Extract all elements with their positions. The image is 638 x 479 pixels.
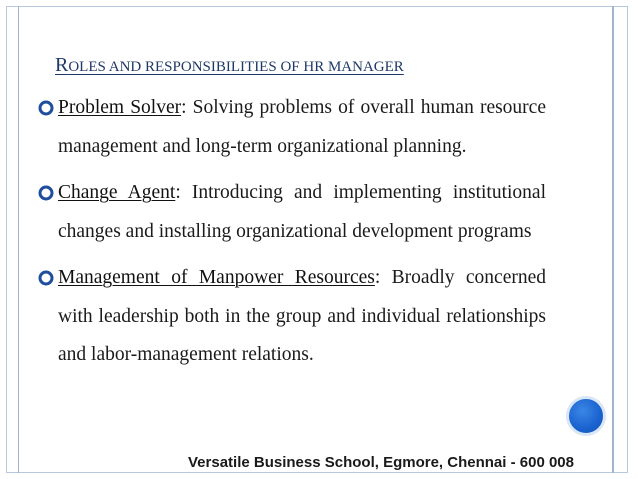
bullet-term: Change Agent (58, 182, 176, 203)
blue-circle-icon (566, 396, 606, 436)
left-rule-line (18, 6, 19, 473)
circle-bullet-icon (38, 270, 54, 286)
bullet-item-change-agent (38, 174, 546, 251)
right-rule-line (612, 6, 614, 473)
bullet-item-manpower (38, 259, 546, 375)
bullet-term: Management of Manpower Resources (58, 267, 375, 288)
bullet-item-problem-solver (38, 89, 546, 166)
slide-footer: Versatile Business School, Egmore, Chennai - 600 008 (188, 454, 574, 471)
bullet-term: Problem Solver (58, 97, 182, 118)
slide-title-rest: OLES AND RESPONSIBILITIES OF HR MANAGER (68, 59, 404, 75)
slide-title (55, 54, 404, 77)
bullet-list (38, 89, 546, 375)
circle-bullet-icon (38, 100, 54, 116)
circle-bullet-icon (38, 185, 54, 201)
bullet-text: : Introducing and implementing institutional changes and installing organizational development programs (58, 182, 546, 242)
bullet-text: : Broadly concerned with leadership both in the group and individual relationships and labor-management relations. (58, 267, 547, 365)
bullet-text: : Solving problems of overall human resource management and long-term organizational planning. (58, 97, 546, 157)
slide-title-initial: R (55, 54, 69, 76)
